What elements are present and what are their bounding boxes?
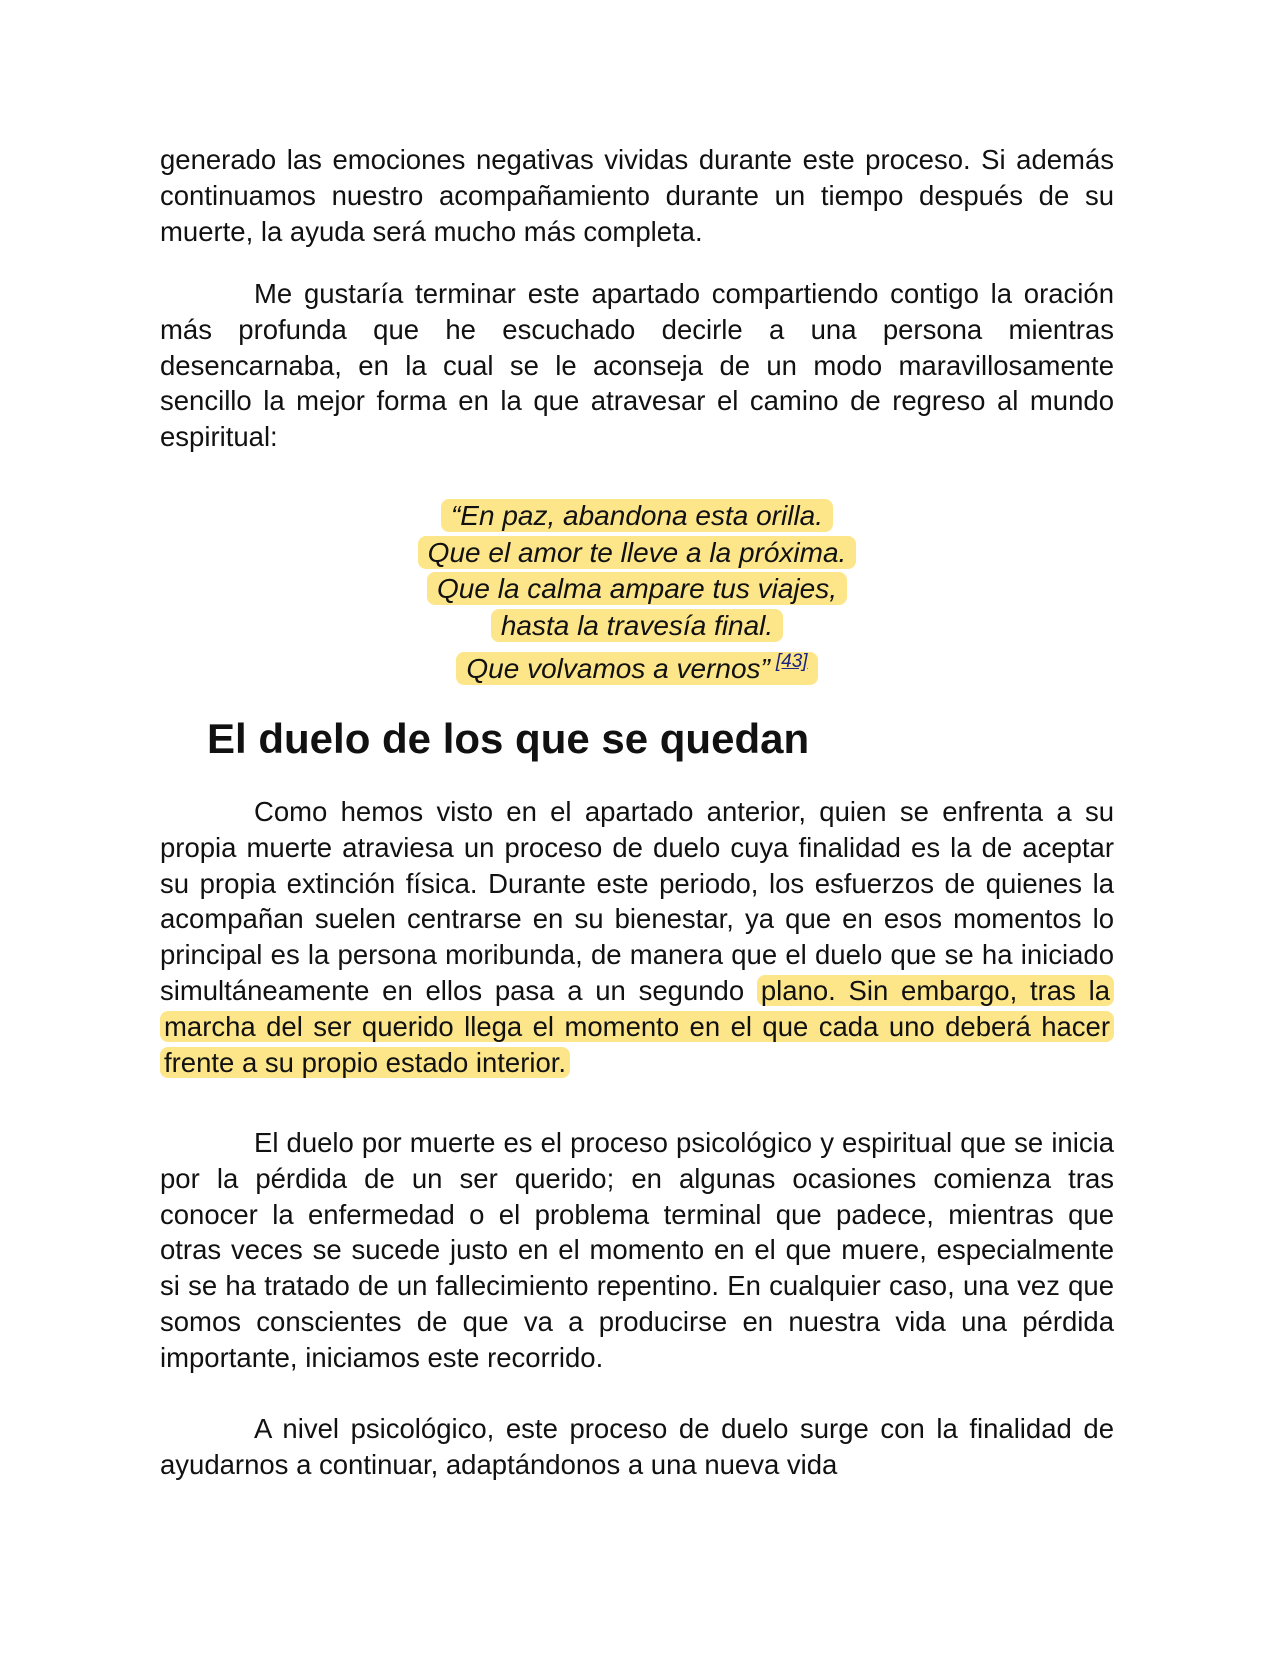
poem-last-line-text: Que volvamos a vernos”	[466, 652, 770, 684]
paragraph-prayer-intro: Me gustaría terminar este apartado compartiendo contigo la oración más profunda que he escuchado decirle a una persona mientras desencarnaba, en la cual se le aconseja de un modo maravillosamente sencillo la mejor forma en la que atravesar el camino de regreso al mundo espiritual:	[160, 278, 1114, 453]
section-heading: El duelo de los que se quedan	[207, 715, 810, 762]
highlight: Que el amor te lleve a la próxima.	[418, 536, 857, 569]
paragraph-intro: generado las emociones negativas vividas durante este proceso. Si además continuamos nuestro acompañamiento durante un tiempo después de su muerte, la ayuda será mucho más completa.	[160, 144, 1114, 247]
highlight: hasta la travesía final.	[491, 609, 783, 642]
poem-line	[160, 535, 1114, 572]
highlight	[456, 652, 817, 685]
highlight: “En paz, abandona esta orilla.	[441, 499, 833, 532]
poem-line	[160, 644, 1114, 687]
paragraph-duelo-1	[160, 794, 1114, 1080]
prayer-quote	[160, 498, 1114, 687]
paragraph-duelo-2: El duelo por muerte es el proceso psicológico y espiritual que se inicia por la pérdida de un ser querido; en algunas ocasiones comienza tras conocer la enfermedad o el problema terminal que padece, mientras que otras veces se sucede justo en el momento en el que muere, especialmente si se ha tratado de un fallecimiento repentino. En cualquier caso, una vez que somos conscientes de que va a producirse en nuestra vida una pérdida importante, iniciamos este recorrido.	[160, 1127, 1114, 1373]
poem-line	[160, 608, 1114, 645]
poem-line	[160, 571, 1114, 608]
footnote-link[interactable]: [43]	[775, 651, 808, 673]
poem-line	[160, 498, 1114, 535]
highlight: Que la calma ampare tus viajes,	[427, 572, 847, 605]
paragraph-duelo-3: A nivel psicológico, este proceso de duelo surge con la finalidad de ayudarnos a continuar, adaptándonos a una nueva vida	[160, 1413, 1114, 1480]
highlighted-text: plano. Sin embargo, tras la marcha del ser querido llega el momento en el que cada uno deberá hacer frente a su propio estado interior.	[160, 975, 1114, 1078]
paragraph-text: Como hemos visto en el apartado anterior, quien se enfrenta a su propia muerte atraviesa un proceso de duelo cuya finalidad es la de aceptar su propia extinción física. Durante este periodo, los esfuerzos de quienes la acompañan suelen centrarse en su bienestar, ya que en esos momentos lo principal es la persona moribunda, de manera que el duelo que se ha iniciado simultáneamente en ellos pasa a un segundo	[160, 796, 1114, 1006]
